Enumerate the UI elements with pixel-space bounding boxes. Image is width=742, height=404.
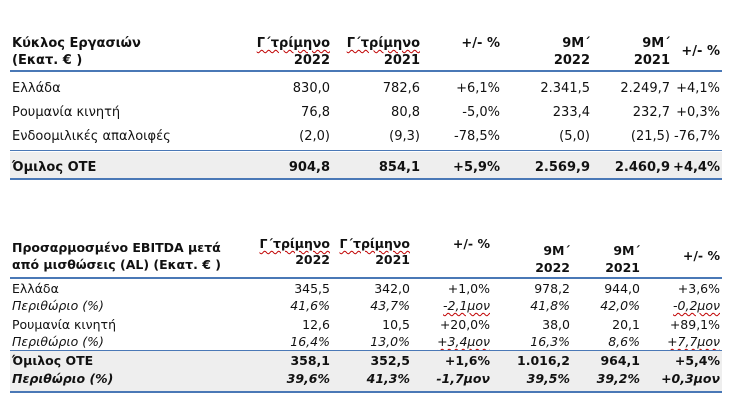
header-q3-2022-label: Γ΄τρίμηνο: [259, 236, 330, 251]
cell: 2.569,9: [534, 160, 590, 175]
header-9m-2021-label: 9Μ΄: [613, 243, 640, 258]
cell: 41,3%: [366, 371, 410, 386]
cell: 12,6: [302, 317, 330, 332]
header-rule: [10, 70, 722, 72]
row-label: Περιθώριο (%): [12, 334, 104, 349]
cell: 42,0%: [600, 298, 640, 313]
total-bottom-rule: [10, 178, 722, 180]
cell: -76,7%: [674, 129, 720, 144]
row-label: Ρουμανία κινητή: [12, 317, 116, 332]
cell: 345,5: [294, 281, 330, 296]
row-label: Ενδοομιλικές απαλοιφές: [12, 129, 171, 144]
cell: 978,2: [534, 281, 570, 296]
cell: +20,0%: [439, 317, 490, 332]
cell: +5,9%: [453, 160, 500, 175]
ebitda-table-title: Προσαρμοσμένο EBITDA μετά: [12, 240, 221, 255]
cell: 39,6%: [286, 371, 330, 386]
cell: +3,6%: [677, 281, 720, 296]
cell: 1.016,2: [517, 353, 570, 368]
header-9m-2022-year: 2022: [553, 53, 590, 68]
cell: 38,0: [542, 317, 570, 332]
cell: +3,4μον: [437, 334, 490, 349]
row-label: Περιθώριο (%): [12, 371, 114, 386]
header-q3-2022-year: 2022: [293, 53, 330, 68]
cell: 39,2%: [596, 371, 640, 386]
header-9m-change: +/- %: [682, 248, 720, 263]
cell: 944,0: [604, 281, 640, 296]
cell: +1,0%: [447, 281, 490, 296]
cell: 342,0: [374, 281, 410, 296]
header-9m-2022-label: 9Μ΄: [543, 243, 570, 258]
cell: (9,3): [389, 129, 420, 144]
cell: +0,3μον: [661, 371, 720, 386]
cell: 964,1: [600, 353, 640, 368]
cell: 76,8: [301, 105, 330, 120]
cell: -5,0%: [462, 105, 500, 120]
cell: 10,5: [382, 317, 410, 332]
cell: (5,0): [559, 129, 590, 144]
header-q3-2021-label: Γ΄τρίμηνο: [339, 236, 410, 251]
header-q3-2021-label: Γ΄τρίμηνο: [346, 36, 420, 51]
cell: 80,8: [391, 105, 420, 120]
header-9m-2021-year: 2021: [633, 53, 670, 68]
cell: +4,4%: [673, 160, 720, 175]
header-9m-2022-label: 9Μ΄: [562, 36, 590, 51]
cell: -78,5%: [454, 129, 500, 144]
header-q3-2022-label: Γ΄τρίμηνο: [256, 36, 330, 51]
cell: 43,7%: [370, 298, 410, 313]
header-9m-2021-year: 2021: [605, 260, 640, 275]
cell: 358,1: [290, 353, 330, 368]
cell: 41,6%: [290, 298, 330, 313]
cell: +6,1%: [456, 81, 500, 96]
cell: +1,6%: [444, 353, 490, 368]
cell: 16,4%: [290, 334, 330, 349]
header-9m-2022-year: 2022: [535, 260, 570, 275]
header-q3-2021-year: 2021: [375, 252, 410, 267]
cell: 20,1: [612, 317, 640, 332]
cell: 2.460,9: [614, 160, 670, 175]
header-q-change: +/- %: [461, 36, 500, 51]
header-q3-2021-year: 2021: [383, 53, 420, 68]
cell: +5,4%: [674, 353, 720, 368]
revenue-table-unit: (Εκατ. € ): [12, 53, 83, 68]
row-label: Ρουμανία κινητή: [12, 105, 121, 120]
row-label: Όμιλος ΟΤΕ: [12, 160, 97, 175]
cell: +4,1%: [676, 81, 720, 96]
cell: 830,0: [292, 81, 330, 96]
row-label: Όμιλος ΟΤΕ: [12, 353, 94, 368]
cell: 39,5%: [526, 371, 570, 386]
cell: +0,3%: [676, 105, 720, 120]
cell: 352,5: [370, 353, 410, 368]
header-9m-change: +/- %: [681, 44, 720, 59]
cell: 854,1: [378, 160, 420, 175]
cell: 232,7: [632, 105, 670, 120]
row-label: Ελλάδα: [12, 281, 59, 296]
cell: -2,1μον: [443, 298, 490, 313]
cell: -1,7μον: [436, 371, 490, 386]
header-9m-2021-label: 9Μ΄: [642, 36, 670, 51]
cell: 782,6: [382, 81, 420, 96]
cell: (21,5): [630, 129, 670, 144]
cell: 41,8%: [530, 298, 570, 313]
cell: 2.341,5: [540, 81, 590, 96]
cell: (2,0): [299, 129, 330, 144]
cell: 2.249,7: [620, 81, 670, 96]
cell: 233,4: [552, 105, 590, 120]
ebitda-table-unit: από μισθώσεις (AL) (Εκατ. € ): [12, 257, 221, 272]
revenue-table-title: Κύκλος Εργασιών: [12, 36, 141, 51]
cell: +7,7μον: [667, 334, 720, 349]
cell: +89,1%: [669, 317, 720, 332]
cell: 16,3%: [530, 334, 570, 349]
row-label: Περιθώριο (%): [12, 298, 104, 313]
cell: 8,6%: [608, 334, 640, 349]
row-label: Ελλάδα: [12, 81, 61, 96]
total-top-rule: [10, 150, 722, 151]
cell: 13,0%: [370, 334, 410, 349]
header-q-change: +/- %: [452, 236, 490, 251]
cell: 904,8: [288, 160, 330, 175]
header-rule: [10, 277, 722, 279]
total-bottom-rule: [10, 391, 722, 393]
cell: -0,2μον: [673, 298, 720, 313]
header-q3-2022-year: 2022: [295, 252, 330, 267]
